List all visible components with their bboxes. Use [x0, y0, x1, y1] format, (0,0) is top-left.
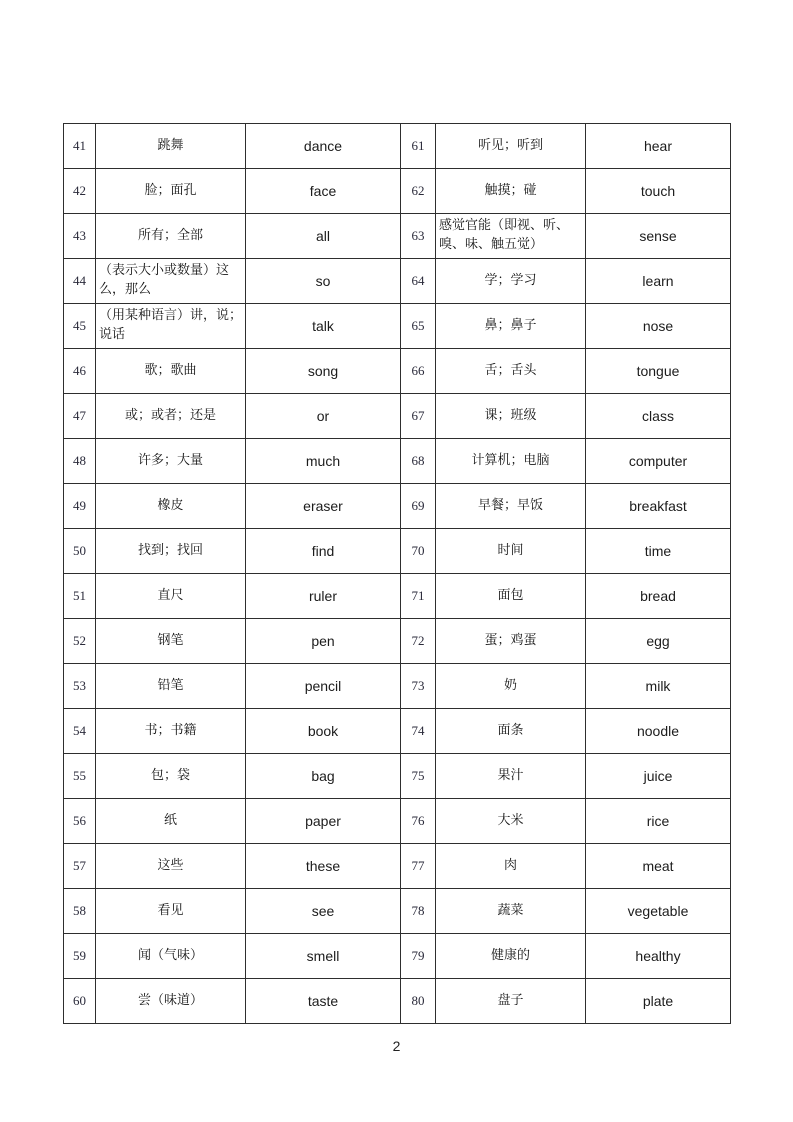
word-number-right: 75	[401, 754, 436, 799]
english-word-left: pencil	[246, 664, 401, 709]
english-word-right: rice	[586, 799, 731, 844]
english-word-left: ruler	[246, 574, 401, 619]
table-row	[64, 619, 731, 664]
word-number-right: 65	[401, 304, 436, 349]
english-word-right: nose	[586, 304, 731, 349]
word-number-left: 59	[64, 934, 96, 979]
chinese-meaning-right: 时间	[436, 529, 586, 574]
table-row	[64, 844, 731, 889]
word-number-left: 55	[64, 754, 96, 799]
table-row	[64, 889, 731, 934]
page-number: 2	[392, 1038, 401, 1054]
table-row	[64, 394, 731, 439]
english-word-right: hear	[586, 124, 731, 169]
english-word-left: dance	[246, 124, 401, 169]
word-number-right: 69	[401, 484, 436, 529]
english-word-right: time	[586, 529, 731, 574]
chinese-meaning-left: 闻（气味）	[96, 934, 246, 979]
english-word-right: milk	[586, 664, 731, 709]
word-number-left: 46	[64, 349, 96, 394]
chinese-meaning-right: 学；学习	[436, 259, 586, 304]
word-number-right: 77	[401, 844, 436, 889]
english-word-left: much	[246, 439, 401, 484]
word-number-left: 58	[64, 889, 96, 934]
word-number-right: 68	[401, 439, 436, 484]
english-word-left: find	[246, 529, 401, 574]
table-row	[64, 484, 731, 529]
word-number-left: 60	[64, 979, 96, 1024]
word-number-right: 73	[401, 664, 436, 709]
word-number-left: 41	[64, 124, 96, 169]
chinese-meaning-right: 听见；听到	[436, 124, 586, 169]
table-row	[64, 169, 731, 214]
english-word-right: egg	[586, 619, 731, 664]
table-row	[64, 754, 731, 799]
chinese-meaning-right: 计算机；电脑	[436, 439, 586, 484]
chinese-meaning-left: 许多；大量	[96, 439, 246, 484]
chinese-meaning-left: 所有；全部	[96, 214, 246, 259]
english-word-right: plate	[586, 979, 731, 1024]
table-row	[64, 574, 731, 619]
word-number-left: 53	[64, 664, 96, 709]
word-number-left: 48	[64, 439, 96, 484]
chinese-meaning-right: 舌；舌头	[436, 349, 586, 394]
english-word-left: face	[246, 169, 401, 214]
table-row	[64, 349, 731, 394]
chinese-meaning-left: 看见	[96, 889, 246, 934]
english-word-left: these	[246, 844, 401, 889]
english-word-right: breakfast	[586, 484, 731, 529]
english-word-right: sense	[586, 214, 731, 259]
table-row	[64, 709, 731, 754]
word-number-right: 76	[401, 799, 436, 844]
english-word-left: song	[246, 349, 401, 394]
english-word-right: vegetable	[586, 889, 731, 934]
word-number-left: 47	[64, 394, 96, 439]
word-number-left: 45	[64, 304, 96, 349]
english-word-left: eraser	[246, 484, 401, 529]
chinese-meaning-left: （表示大小或数量）这么，那么	[96, 259, 246, 304]
word-number-left: 42	[64, 169, 96, 214]
chinese-meaning-left: 橡皮	[96, 484, 246, 529]
chinese-meaning-left: 找到；找回	[96, 529, 246, 574]
table-row	[64, 214, 731, 259]
english-word-left: so	[246, 259, 401, 304]
english-word-left: pen	[246, 619, 401, 664]
table-row	[64, 799, 731, 844]
chinese-meaning-left: 尝（味道）	[96, 979, 246, 1024]
english-word-right: meat	[586, 844, 731, 889]
word-number-right: 78	[401, 889, 436, 934]
word-number-left: 51	[64, 574, 96, 619]
english-word-right: class	[586, 394, 731, 439]
chinese-meaning-right: 蛋；鸡蛋	[436, 619, 586, 664]
table-row	[64, 664, 731, 709]
chinese-meaning-right: 课；班级	[436, 394, 586, 439]
table-row	[64, 439, 731, 484]
chinese-meaning-left: 纸	[96, 799, 246, 844]
word-number-right: 66	[401, 349, 436, 394]
chinese-meaning-left: 包；袋	[96, 754, 246, 799]
english-word-left: talk	[246, 304, 401, 349]
english-word-right: touch	[586, 169, 731, 214]
chinese-meaning-left: 歌；歌曲	[96, 349, 246, 394]
table-row	[64, 529, 731, 574]
chinese-meaning-left: 跳舞	[96, 124, 246, 169]
english-word-left: or	[246, 394, 401, 439]
word-number-right: 62	[401, 169, 436, 214]
english-word-left: all	[246, 214, 401, 259]
vocab-table-body	[64, 124, 731, 1024]
word-number-left: 49	[64, 484, 96, 529]
english-word-left: smell	[246, 934, 401, 979]
word-number-right: 63	[401, 214, 436, 259]
english-word-left: taste	[246, 979, 401, 1024]
english-word-right: learn	[586, 259, 731, 304]
word-number-right: 79	[401, 934, 436, 979]
chinese-meaning-right: 大米	[436, 799, 586, 844]
chinese-meaning-left: （用某种语言）讲，说；说话	[96, 304, 246, 349]
english-word-right: noodle	[586, 709, 731, 754]
chinese-meaning-left: 这些	[96, 844, 246, 889]
word-number-left: 50	[64, 529, 96, 574]
chinese-meaning-right: 触摸；碰	[436, 169, 586, 214]
english-word-right: bread	[586, 574, 731, 619]
word-number-left: 54	[64, 709, 96, 754]
chinese-meaning-right: 蔬菜	[436, 889, 586, 934]
english-word-right: tongue	[586, 349, 731, 394]
word-number-right: 67	[401, 394, 436, 439]
table-row	[64, 124, 731, 169]
chinese-meaning-right: 健康的	[436, 934, 586, 979]
english-word-left: paper	[246, 799, 401, 844]
english-word-left: see	[246, 889, 401, 934]
chinese-meaning-right: 鼻；鼻子	[436, 304, 586, 349]
word-number-right: 61	[401, 124, 436, 169]
chinese-meaning-right: 奶	[436, 664, 586, 709]
chinese-meaning-right: 肉	[436, 844, 586, 889]
english-word-left: bag	[246, 754, 401, 799]
word-number-left: 57	[64, 844, 96, 889]
table-row	[64, 979, 731, 1024]
word-number-right: 70	[401, 529, 436, 574]
chinese-meaning-right: 感觉官能（即视、听、嗅、味、触五觉）	[436, 214, 586, 259]
chinese-meaning-right: 果汁	[436, 754, 586, 799]
vocab-table	[63, 123, 731, 1024]
chinese-meaning-right: 面条	[436, 709, 586, 754]
chinese-meaning-left: 脸；面孔	[96, 169, 246, 214]
table-row	[64, 934, 731, 979]
word-number-left: 56	[64, 799, 96, 844]
word-number-right: 74	[401, 709, 436, 754]
table-row	[64, 259, 731, 304]
chinese-meaning-left: 铅笔	[96, 664, 246, 709]
english-word-right: juice	[586, 754, 731, 799]
word-number-left: 44	[64, 259, 96, 304]
english-word-right: healthy	[586, 934, 731, 979]
chinese-meaning-right: 早餐；早饭	[436, 484, 586, 529]
word-number-right: 64	[401, 259, 436, 304]
chinese-meaning-left: 或；或者；还是	[96, 394, 246, 439]
chinese-meaning-right: 面包	[436, 574, 586, 619]
chinese-meaning-left: 书；书籍	[96, 709, 246, 754]
word-number-right: 80	[401, 979, 436, 1024]
table-row	[64, 304, 731, 349]
chinese-meaning-right: 盘子	[436, 979, 586, 1024]
english-word-left: book	[246, 709, 401, 754]
word-number-left: 52	[64, 619, 96, 664]
english-word-right: computer	[586, 439, 731, 484]
word-number-left: 43	[64, 214, 96, 259]
chinese-meaning-left: 钢笔	[96, 619, 246, 664]
chinese-meaning-left: 直尺	[96, 574, 246, 619]
word-number-right: 71	[401, 574, 436, 619]
word-number-right: 72	[401, 619, 436, 664]
